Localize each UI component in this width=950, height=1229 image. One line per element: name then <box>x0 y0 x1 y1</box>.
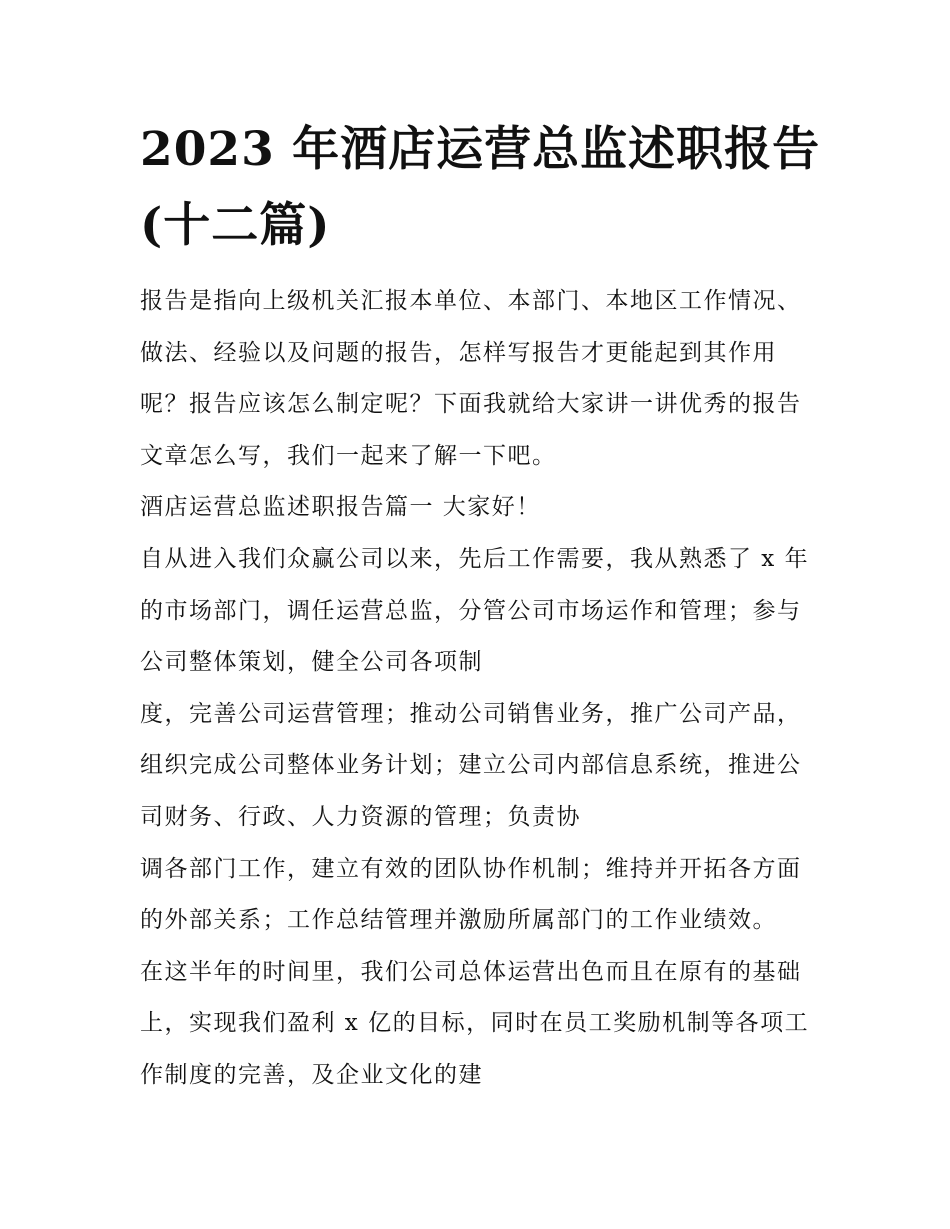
title-line-2: (十二篇) <box>140 198 331 253</box>
body-line: 公司整体策划，健全公司各项制 <box>140 649 483 676</box>
body-line: 呢？报告应该怎么制定呢？下面我就给大家讲一讲优秀的报告 <box>140 391 802 418</box>
body-line: 的市场部门，调任运营总监，分管公司市场运作和管理；参与 <box>140 597 802 624</box>
body-line: 度，完善公司运营管理；推动公司销售业务，推广公司产品， <box>140 700 802 727</box>
body-line: 自从进入我们众赢公司以来，先后工作需要，我从熟悉了 x 年 <box>140 545 810 572</box>
body-line: 上，实现我们盈利 x 亿的目标，同时在员工奖励机制等各项工 <box>140 1010 810 1037</box>
body-line: 作制度的完善，及企业文化的建 <box>140 1061 483 1088</box>
document-title <box>140 112 820 264</box>
body-line: 司财务、行政、人力资源的管理；负责协 <box>140 803 581 830</box>
body-line: 的外部关系；工作总结管理并激励所属部门的工作业绩效。 <box>140 907 777 934</box>
body-line: 做法、经验以及问题的报告，怎样写报告才更能起到其作用 <box>140 339 777 366</box>
title-line-1: 2023 年酒店运营总监述职报告 <box>140 122 821 177</box>
body-line: 调各部门工作，建立有效的团队协作机制；维持并开拓各方面 <box>140 855 802 882</box>
body-line: 文章怎么写，我们一起来了解一下吧。 <box>140 442 557 469</box>
body-line: 组织完成公司整体业务计划；建立公司内部信息系统，推进公 <box>140 752 802 779</box>
body-line: 报告是指向上级机关汇报本单位、本部门、本地区工作情况、 <box>140 288 802 314</box>
section-heading-line: 酒店运营总监述职报告篇一 大家好！ <box>140 494 541 521</box>
body-line: 在这半年的时间里，我们公司总体运营出色而且在原有的基础 <box>140 958 802 985</box>
document-body <box>140 276 820 1102</box>
